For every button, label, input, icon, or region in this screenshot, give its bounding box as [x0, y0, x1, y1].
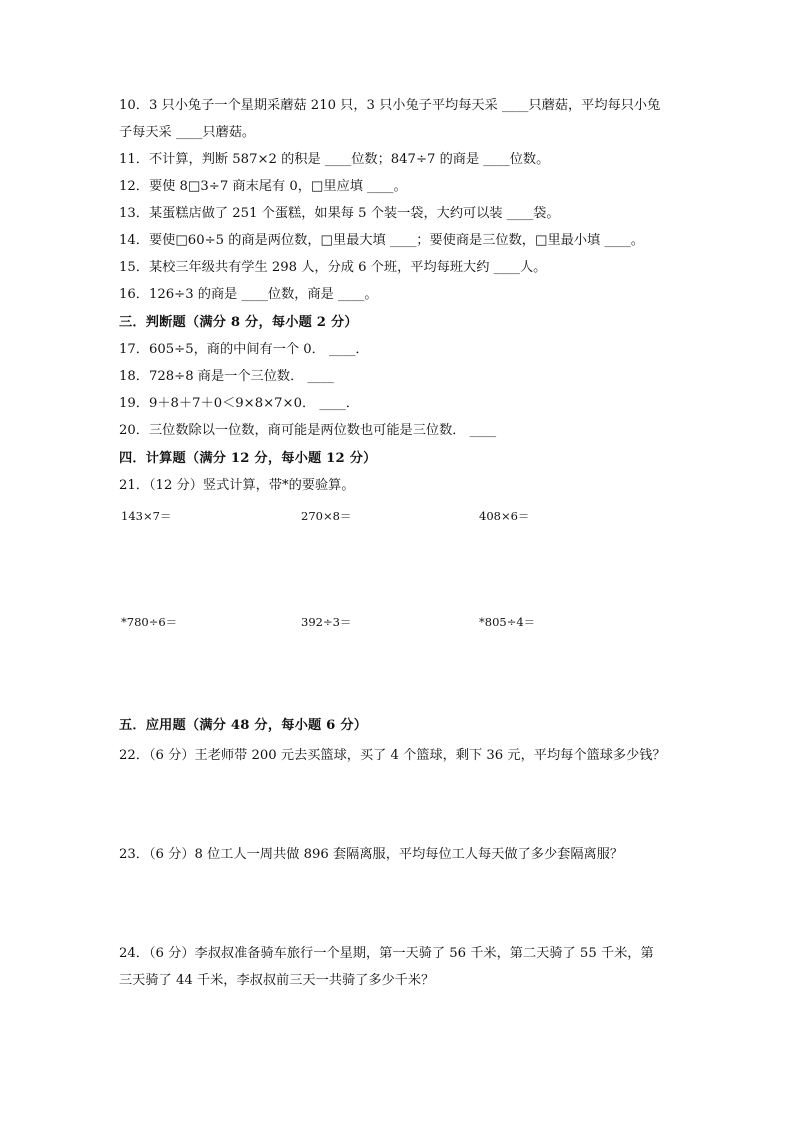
calc-item: 392÷3＝	[301, 615, 352, 629]
section-5-heading: 五．应用题（满分 48 分，每小题 6 分）	[119, 718, 368, 733]
question-13: 13．某蛋糕店做了 251 个蛋糕，如果每 5 个装一袋，大约可以装 ____袋。	[119, 206, 560, 221]
question-20: 20．三位数除以一位数，商可能是两位数也可能是三位数． ____	[119, 423, 497, 438]
question-19: 19．9＋8＋7＋0＜9×8×7×0． ____．	[119, 396, 359, 411]
calc-item: *780÷6＝	[121, 615, 178, 629]
calc-item: 408×6＝	[479, 509, 530, 523]
calc-item: *805÷4＝	[479, 615, 536, 629]
question-22: 22．（6 分）王老师带 200 元去买篮球，买了 4 个篮球，剩下 36 元，平均每个篮球多少钱？	[119, 748, 666, 763]
question-15: 15．某校三年级共有学生 298 人，分成 6 个班，平均每班大约 ____人。	[119, 260, 547, 275]
question-21: 21．（12 分）竖式计算，带*的要验算。	[119, 478, 355, 493]
question-24-line2: 三天骑了 44 千米，李叔叔前三天一共骑了多少千米？	[119, 973, 435, 988]
question-11: 11．不计算，判断 587×2 的积是 ____位数；847÷7 的商是 ____位数。	[119, 152, 550, 167]
question-10-line1: 10．3 只小兔子一个星期采蘑菇 210 只，3 只小兔子平均每天采 ____只蘑菇，平均每只小兔	[119, 98, 661, 113]
question-17: 17．605÷5，商的中间有一个 0． ____．	[119, 342, 369, 357]
calc-item: 143×7＝	[121, 509, 172, 523]
question-23: 23．（6 分）8 位工人一周共做 896 套隔离服，平均每位工人每天做了多少套隔离服？	[119, 847, 624, 862]
question-14: 14．要使□60÷5 的商是两位数，□里最大填 ____；要使商是三位数，□里最小填 ____。	[119, 233, 644, 248]
question-10-line2: 子每天采 ____只蘑菇。	[119, 125, 256, 140]
question-18: 18．728÷8 商是一个三位数． ____	[119, 369, 334, 384]
question-12: 12．要使 8□3÷7 商末尾有 0，□里应填 ____。	[119, 179, 407, 194]
section-4-heading: 四．计算题（满分 12 分，每小题 12 分）	[119, 451, 377, 466]
question-24-line1: 24．（6 分）李叔叔准备骑车旅行一个星期，第一天骑了 56 千米，第二天骑了 55 千米，第	[119, 946, 654, 961]
section-3-heading: 三．判断题（满分 8 分，每小题 2 分）	[119, 315, 358, 330]
calc-item: 270×8＝	[301, 509, 352, 523]
question-16: 16．126÷3 的商是 ____位数，商是 ____。	[119, 287, 378, 302]
